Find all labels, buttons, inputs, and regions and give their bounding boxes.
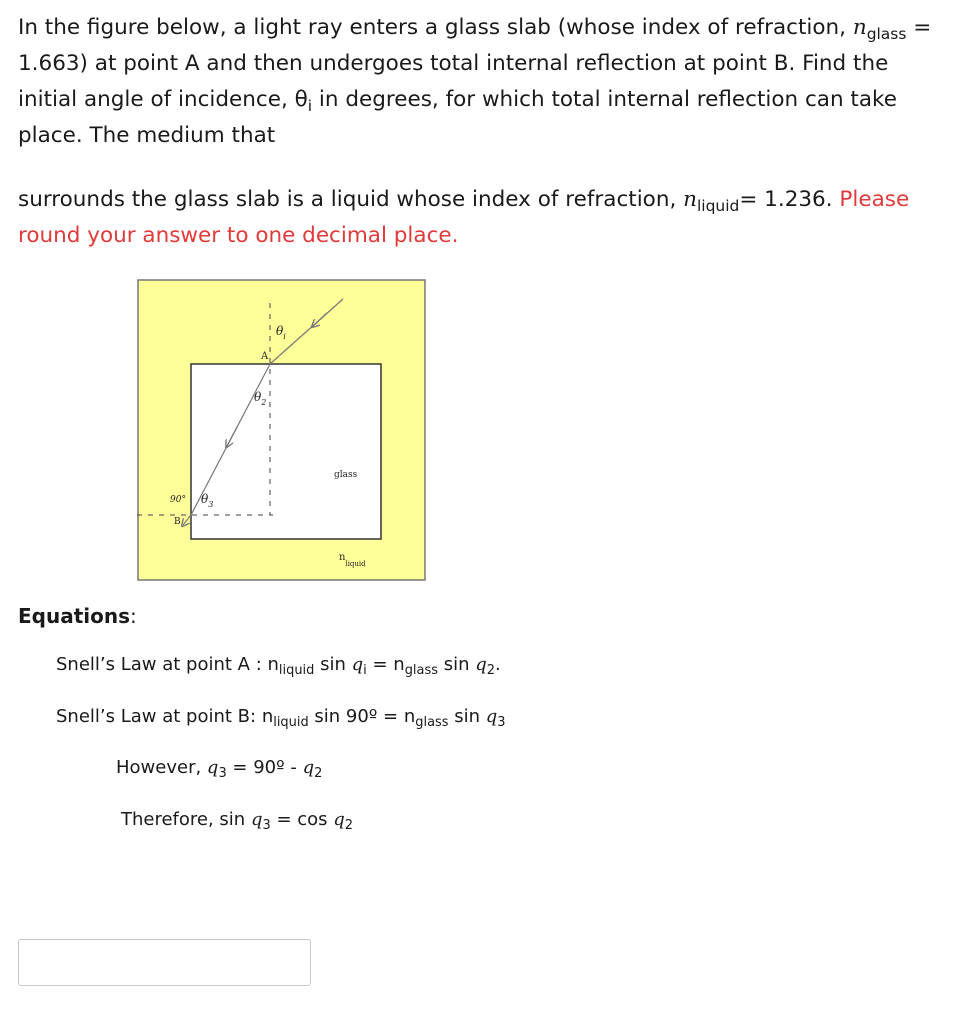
n-liquid-label: $n_{liquid}$ bbox=[339, 552, 366, 568]
question-text: In the figure below, a light ray enters a glass slab (whose index of refraction, bbox=[18, 15, 853, 40]
equation-however: However, $q_3$ = 90º - $q_2$ bbox=[116, 757, 323, 782]
angle-90-label: 90° bbox=[170, 495, 186, 505]
equation-snell-A: Snell’s Law at point A : $n_{liquid}$ $\sin q_i = n_{glass}$ $\sin q_2$. bbox=[56, 654, 501, 679]
question-paragraph-1 bbox=[18, 10, 938, 154]
equation-snell-B: Snell’s Law at point B: $n_{liquid}$ sin 90º = $n_{glass}$ $\sin q_3$ bbox=[56, 706, 506, 731]
n-symbol: n bbox=[852, 15, 867, 40]
answer-input[interactable] bbox=[18, 939, 311, 986]
theta-subscript: i bbox=[307, 96, 313, 115]
question-text: in degrees, for which total internal reflection can take place. The medium that bbox=[18, 87, 897, 148]
theta-i-label: $\theta_i$ bbox=[276, 324, 286, 341]
question-text: surrounds the glass slab is a liquid whose index of refraction, bbox=[18, 187, 684, 212]
refraction-figure bbox=[137, 279, 427, 581]
question-paragraph-2 bbox=[18, 182, 938, 254]
n-symbol: n bbox=[683, 187, 697, 212]
glass-subscript: glass bbox=[866, 24, 907, 43]
rounding-instruction: Please round your answer to one decimal place. bbox=[18, 187, 910, 248]
question-text: = 1.236. bbox=[739, 187, 840, 212]
point-B-label: B bbox=[174, 517, 181, 527]
theta-3-label: $\theta_3$ bbox=[201, 492, 214, 509]
theta-2-label: $\theta_2$ bbox=[254, 390, 267, 407]
glass-label: glass bbox=[334, 470, 358, 480]
liquid-subscript: liquid bbox=[696, 196, 740, 215]
question-text: = 1.663) at point A and then undergoes total internal reflection at point B. Find the initial angle of incidence, θ bbox=[18, 15, 932, 112]
equations-heading: Equations: bbox=[18, 604, 137, 628]
equation-therefore: Therefore, $\sin q_3 = \cos q_2$ bbox=[121, 809, 354, 834]
glass-slab bbox=[191, 364, 381, 539]
point-A-label: A bbox=[261, 351, 269, 362]
